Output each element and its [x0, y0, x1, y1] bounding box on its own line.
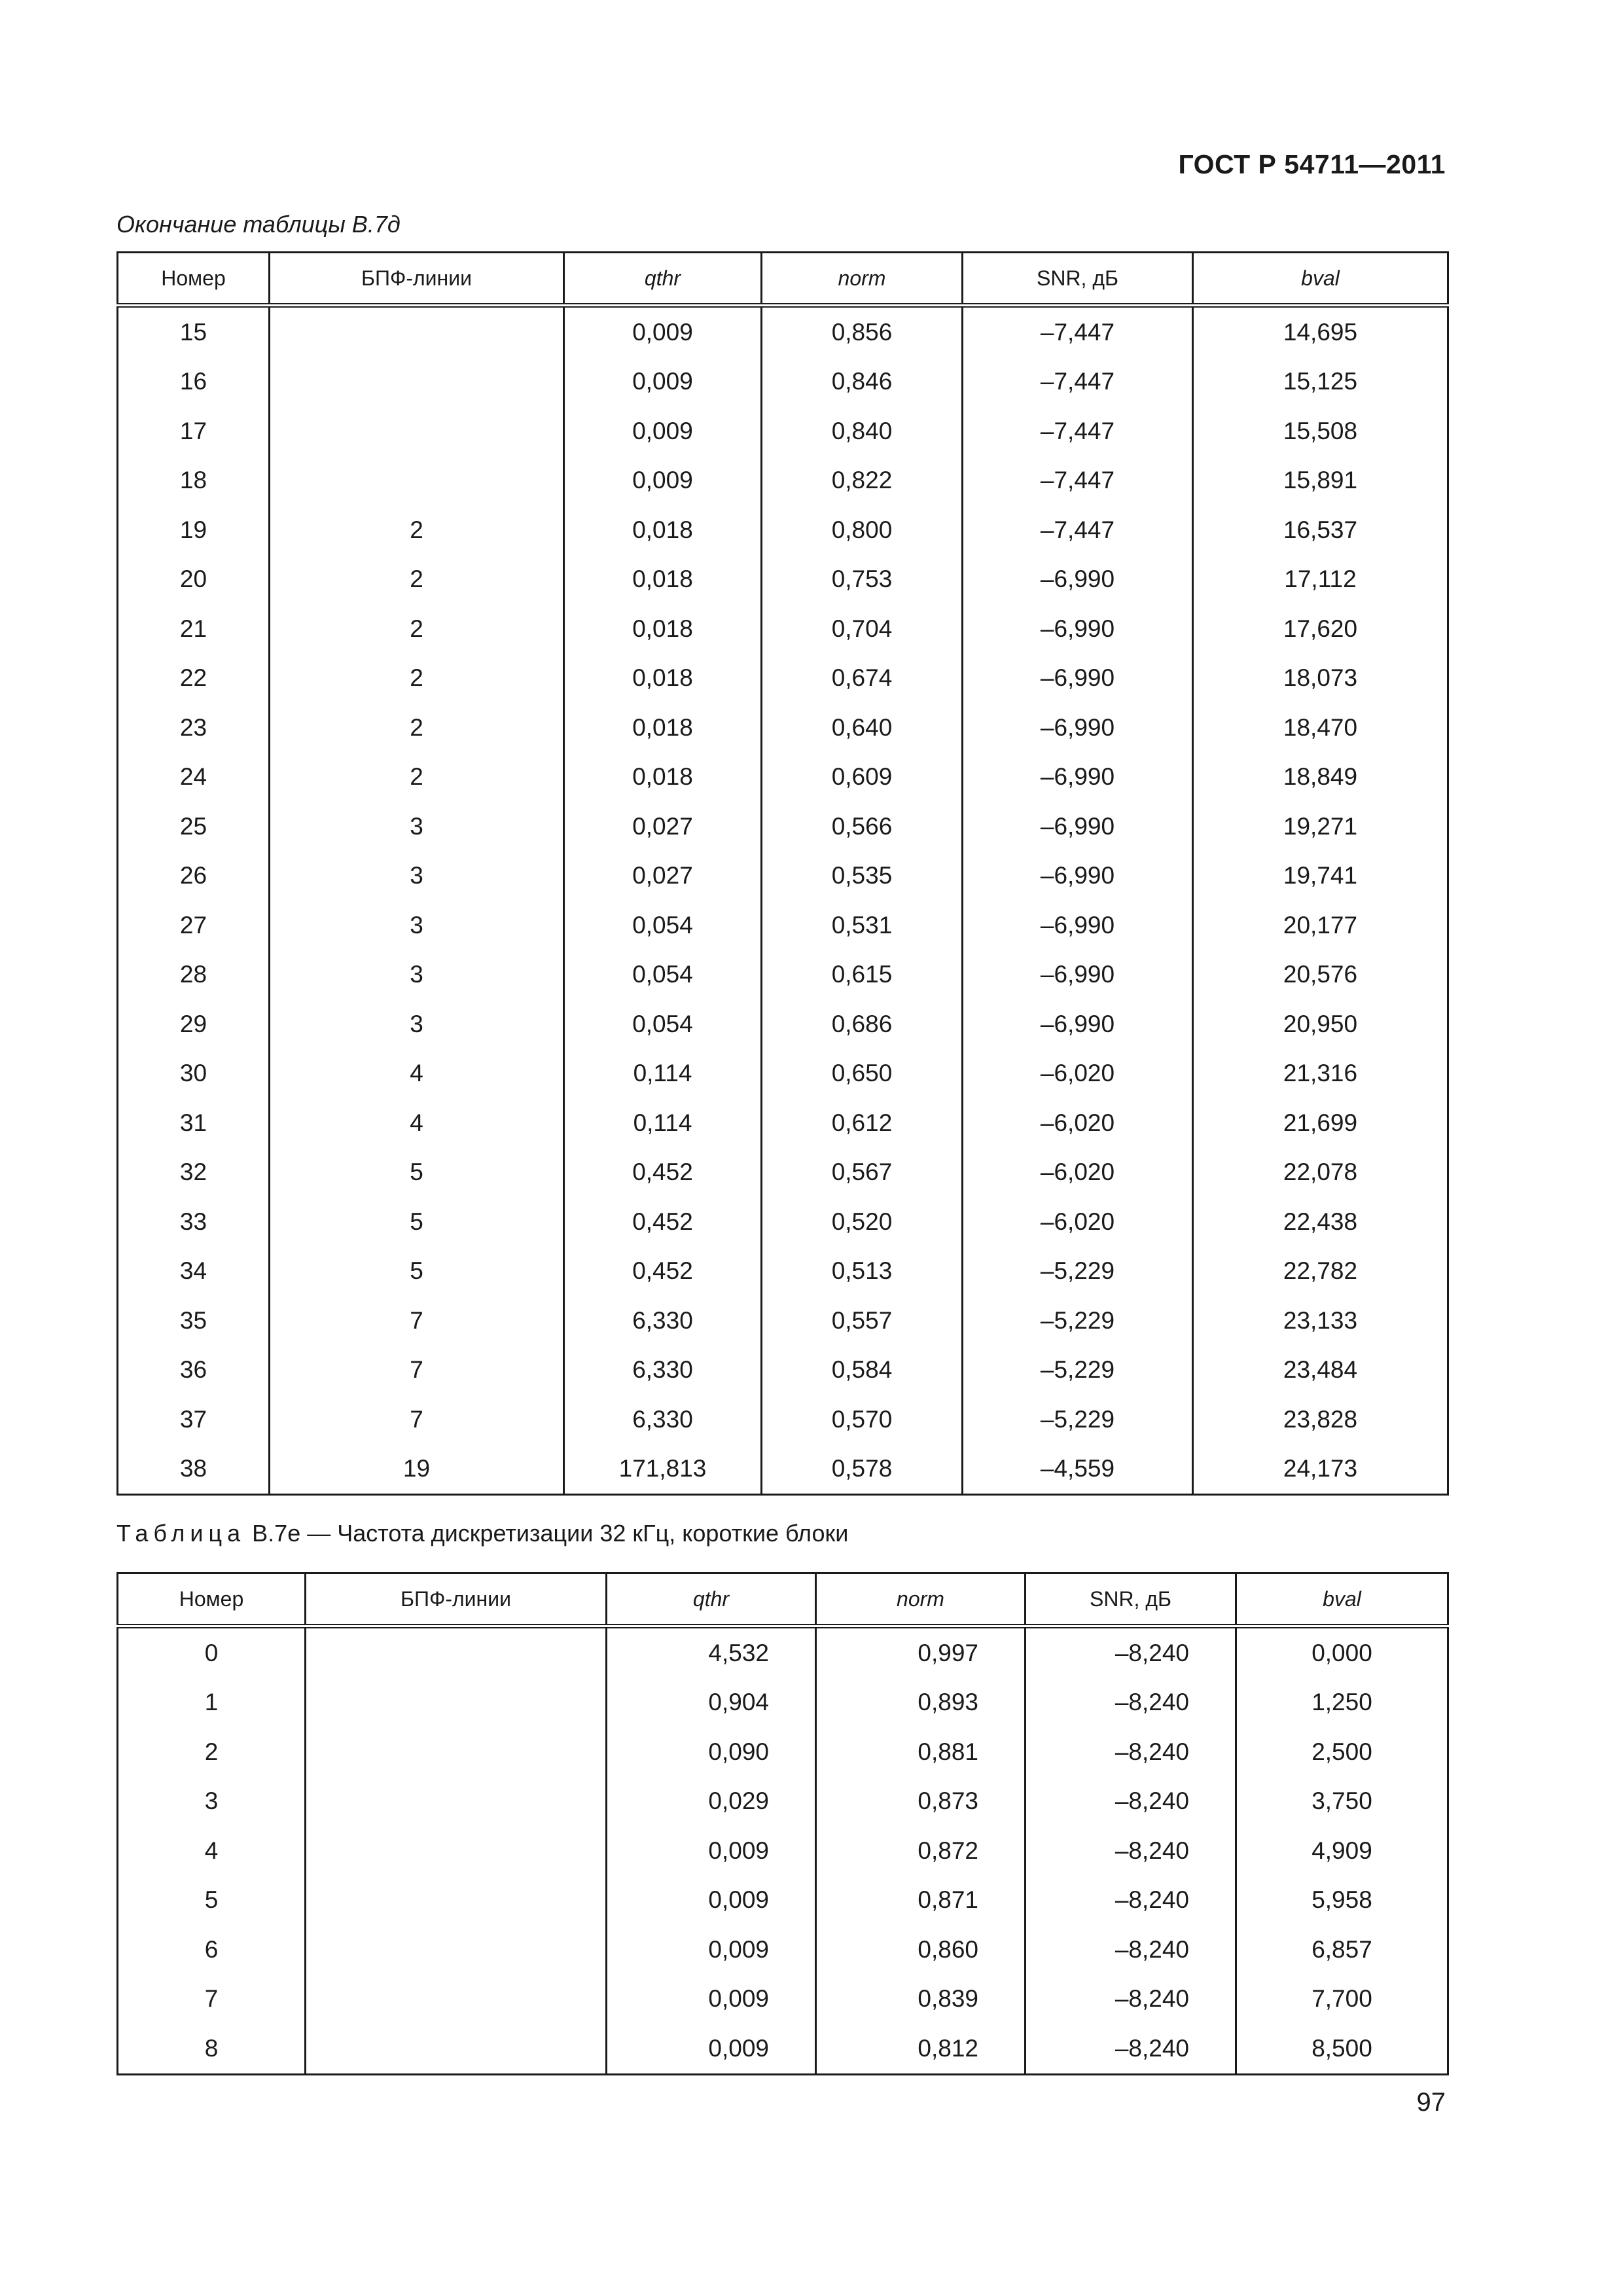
table-row — [118, 1975, 1448, 2024]
cell-snr: –5,229 — [963, 1296, 1193, 1346]
cell-snr: –8,240 — [1026, 1876, 1236, 1926]
cell-bval: 22,078 — [1193, 1148, 1448, 1198]
cell-fft-lines: 19 — [270, 1444, 564, 1495]
cell-qthr: 0,009 — [564, 357, 762, 407]
cell-qthr: 0,018 — [564, 703, 762, 753]
cell-fft-lines — [306, 1975, 607, 2024]
table-row — [118, 999, 1448, 1049]
cell-norm: 0,513 — [762, 1247, 963, 1297]
cell-bval: 8,500 — [1236, 2024, 1448, 2074]
cell-bval: 1,250 — [1236, 1678, 1448, 1728]
cell-number: 38 — [118, 1444, 270, 1495]
table-row — [118, 703, 1448, 753]
table-b7e-caption-text: В.7е — Частота дискретизации 32 кГц, короткие блоки — [252, 1520, 849, 1547]
cell-snr: –8,240 — [1026, 1727, 1236, 1777]
cell-number: 33 — [118, 1197, 270, 1247]
cell-number: 23 — [118, 703, 270, 753]
cell-fft-lines — [306, 1925, 607, 1975]
cell-qthr: 171,813 — [564, 1444, 762, 1495]
cell-norm: 0,839 — [816, 1975, 1026, 2024]
cell-snr: –6,990 — [963, 950, 1193, 1000]
cell-qthr: 0,054 — [564, 999, 762, 1049]
cell-bval: 23,484 — [1193, 1346, 1448, 1395]
cell-number: 8 — [118, 2024, 306, 2074]
cell-norm: 0,856 — [762, 306, 963, 357]
cell-qthr: 0,009 — [607, 1975, 816, 2024]
table-b7d — [116, 251, 1449, 1496]
table-row — [118, 357, 1448, 407]
cell-number: 6 — [118, 1925, 306, 1975]
cell-qthr: 0,054 — [564, 950, 762, 1000]
table-row — [118, 802, 1448, 852]
cell-norm: 0,567 — [762, 1148, 963, 1198]
table-row — [118, 505, 1448, 555]
col-header-number: Номер — [118, 1573, 306, 1626]
cell-bval: 19,271 — [1193, 802, 1448, 852]
cell-fft-lines — [306, 1876, 607, 1926]
cell-bval: 2,500 — [1236, 1727, 1448, 1777]
cell-fft-lines: 4 — [270, 1049, 564, 1099]
cell-snr: –8,240 — [1026, 2024, 1236, 2074]
cell-snr: –5,229 — [963, 1346, 1193, 1395]
cell-norm: 0,881 — [816, 1727, 1026, 1777]
cell-bval: 14,695 — [1193, 306, 1448, 357]
cell-snr: –5,229 — [963, 1395, 1193, 1444]
cell-fft-lines — [270, 357, 564, 407]
cell-snr: –6,990 — [963, 604, 1193, 654]
cell-bval: 22,782 — [1193, 1247, 1448, 1297]
cell-fft-lines — [306, 1626, 607, 1678]
table-row — [118, 306, 1448, 357]
cell-number: 25 — [118, 802, 270, 852]
cell-number: 30 — [118, 1049, 270, 1099]
cell-snr: –6,990 — [963, 703, 1193, 753]
cell-snr: –6,990 — [963, 802, 1193, 852]
cell-bval: 0,000 — [1236, 1626, 1448, 1678]
cell-snr: –6,020 — [963, 1197, 1193, 1247]
cell-fft-lines — [270, 306, 564, 357]
cell-snr: –5,229 — [963, 1247, 1193, 1297]
cell-fft-lines: 2 — [270, 604, 564, 654]
table-row — [118, 1148, 1448, 1198]
table-row — [118, 1098, 1448, 1148]
table-row — [118, 1826, 1448, 1876]
cell-norm: 0,609 — [762, 753, 963, 802]
cell-norm: 0,566 — [762, 802, 963, 852]
table-b7e — [116, 1572, 1449, 2075]
cell-snr: –8,240 — [1026, 1975, 1236, 2024]
col-header-snr: SNR, дБ — [963, 253, 1193, 306]
cell-number: 34 — [118, 1247, 270, 1297]
table-b7d-body — [118, 306, 1448, 1495]
page-number: 97 — [1416, 2088, 1446, 2117]
cell-fft-lines: 5 — [270, 1197, 564, 1247]
cell-norm: 0,686 — [762, 999, 963, 1049]
cell-norm: 0,578 — [762, 1444, 963, 1495]
cell-qthr: 0,018 — [564, 505, 762, 555]
cell-qthr: 6,330 — [564, 1346, 762, 1395]
col-header-qthr: qthr — [607, 1573, 816, 1626]
document-code: ГОСТ Р 54711—2011 — [1178, 149, 1446, 179]
cell-bval: 15,125 — [1193, 357, 1448, 407]
table-header-row — [118, 253, 1448, 306]
cell-snr: –6,990 — [963, 555, 1193, 605]
cell-snr: –8,240 — [1026, 1925, 1236, 1975]
cell-bval: 21,699 — [1193, 1098, 1448, 1148]
cell-bval: 18,073 — [1193, 654, 1448, 704]
cell-qthr: 0,452 — [564, 1148, 762, 1198]
cell-qthr: 0,018 — [564, 604, 762, 654]
cell-fft-lines: 5 — [270, 1247, 564, 1297]
cell-number: 7 — [118, 1975, 306, 2024]
table-row — [118, 1395, 1448, 1444]
cell-bval: 5,958 — [1236, 1876, 1448, 1926]
cell-qthr: 0,009 — [607, 1826, 816, 1876]
cell-norm: 0,704 — [762, 604, 963, 654]
cell-number: 1 — [118, 1678, 306, 1728]
cell-number: 35 — [118, 1296, 270, 1346]
cell-snr: –7,447 — [963, 505, 1193, 555]
cell-number: 26 — [118, 852, 270, 901]
cell-bval: 19,741 — [1193, 852, 1448, 901]
table-row — [118, 1346, 1448, 1395]
cell-fft-lines — [306, 2024, 607, 2074]
cell-norm: 0,800 — [762, 505, 963, 555]
cell-norm: 0,640 — [762, 703, 963, 753]
cell-number: 16 — [118, 357, 270, 407]
cell-qthr: 0,018 — [564, 753, 762, 802]
cell-qthr: 0,009 — [564, 456, 762, 506]
table-row — [118, 2024, 1448, 2074]
cell-fft-lines: 3 — [270, 802, 564, 852]
col-header-fft-lines: БПФ-линии — [306, 1573, 607, 1626]
table-row — [118, 456, 1448, 506]
table-row — [118, 1876, 1448, 1926]
cell-number: 36 — [118, 1346, 270, 1395]
cell-number: 2 — [118, 1727, 306, 1777]
cell-number: 4 — [118, 1826, 306, 1876]
cell-norm: 0,650 — [762, 1049, 963, 1099]
col-header-snr: SNR, дБ — [1026, 1573, 1236, 1626]
cell-number: 32 — [118, 1148, 270, 1198]
cell-snr: –6,020 — [963, 1148, 1193, 1198]
cell-norm: 0,871 — [816, 1876, 1026, 1926]
cell-snr: –6,020 — [963, 1049, 1193, 1099]
cell-norm: 0,535 — [762, 852, 963, 901]
cell-qthr: 0,009 — [564, 406, 762, 456]
cell-snr: –6,020 — [963, 1098, 1193, 1148]
table-b7e-caption-label: Таблица — [116, 1520, 246, 1547]
col-header-number: Номер — [118, 253, 270, 306]
table-header-row — [118, 1573, 1448, 1626]
cell-number: 37 — [118, 1395, 270, 1444]
cell-bval: 15,891 — [1193, 456, 1448, 506]
cell-fft-lines: 2 — [270, 555, 564, 605]
cell-qthr: 0,114 — [564, 1098, 762, 1148]
table-row — [118, 1444, 1448, 1495]
cell-norm: 0,872 — [816, 1826, 1026, 1876]
cell-bval: 22,438 — [1193, 1197, 1448, 1247]
cell-norm: 0,520 — [762, 1197, 963, 1247]
cell-snr: –8,240 — [1026, 1626, 1236, 1678]
cell-fft-lines: 3 — [270, 999, 564, 1049]
cell-qthr: 6,330 — [564, 1296, 762, 1346]
cell-snr: –6,990 — [963, 654, 1193, 704]
table-row — [118, 406, 1448, 456]
cell-bval: 16,537 — [1193, 505, 1448, 555]
cell-norm: 0,893 — [816, 1678, 1026, 1728]
col-header-qthr: qthr — [564, 253, 762, 306]
cell-bval: 17,112 — [1193, 555, 1448, 605]
cell-snr: –7,447 — [963, 406, 1193, 456]
cell-snr: –6,990 — [963, 753, 1193, 802]
cell-fft-lines — [306, 1678, 607, 1728]
cell-fft-lines: 5 — [270, 1148, 564, 1198]
cell-norm: 0,812 — [816, 2024, 1026, 2074]
cell-snr: –6,990 — [963, 852, 1193, 901]
cell-number: 3 — [118, 1777, 306, 1827]
cell-number: 15 — [118, 306, 270, 357]
cell-qthr: 0,904 — [607, 1678, 816, 1728]
cell-fft-lines: 3 — [270, 950, 564, 1000]
cell-fft-lines: 4 — [270, 1098, 564, 1148]
table-row — [118, 1247, 1448, 1297]
cell-norm: 0,531 — [762, 901, 963, 950]
cell-norm: 0,557 — [762, 1296, 963, 1346]
table-row — [118, 604, 1448, 654]
cell-snr: –8,240 — [1026, 1826, 1236, 1876]
cell-snr: –6,990 — [963, 999, 1193, 1049]
cell-snr: –6,990 — [963, 901, 1193, 950]
cell-qthr: 0,009 — [607, 1876, 816, 1926]
cell-qthr: 0,018 — [564, 555, 762, 605]
cell-bval: 7,700 — [1236, 1975, 1448, 2024]
cell-norm: 0,873 — [816, 1777, 1026, 1827]
col-header-bval: bval — [1236, 1573, 1448, 1626]
cell-bval: 4,909 — [1236, 1826, 1448, 1876]
table-row — [118, 654, 1448, 704]
col-header-bval: bval — [1193, 253, 1448, 306]
cell-bval: 23,133 — [1193, 1296, 1448, 1346]
cell-bval: 23,828 — [1193, 1395, 1448, 1444]
cell-fft-lines — [306, 1826, 607, 1876]
cell-bval: 21,316 — [1193, 1049, 1448, 1099]
cell-qthr: 6,330 — [564, 1395, 762, 1444]
cell-fft-lines: 2 — [270, 654, 564, 704]
cell-norm: 0,997 — [816, 1626, 1026, 1678]
table-row — [118, 901, 1448, 950]
table-row — [118, 1678, 1448, 1728]
cell-number: 17 — [118, 406, 270, 456]
cell-norm: 0,570 — [762, 1395, 963, 1444]
cell-fft-lines — [270, 456, 564, 506]
cell-number: 18 — [118, 456, 270, 506]
cell-fft-lines — [306, 1727, 607, 1777]
cell-bval: 17,620 — [1193, 604, 1448, 654]
cell-fft-lines: 2 — [270, 703, 564, 753]
table-row — [118, 950, 1448, 1000]
col-header-norm: norm — [816, 1573, 1026, 1626]
cell-norm: 0,753 — [762, 555, 963, 605]
col-header-norm: norm — [762, 253, 963, 306]
cell-bval: 20,177 — [1193, 901, 1448, 950]
cell-bval: 15,508 — [1193, 406, 1448, 456]
table-row — [118, 1925, 1448, 1975]
cell-fft-lines: 2 — [270, 753, 564, 802]
table-b7e-caption — [116, 1520, 848, 1547]
cell-norm: 0,840 — [762, 406, 963, 456]
cell-norm: 0,584 — [762, 1346, 963, 1395]
cell-number: 28 — [118, 950, 270, 1000]
cell-bval: 18,470 — [1193, 703, 1448, 753]
cell-bval: 18,849 — [1193, 753, 1448, 802]
cell-number: 27 — [118, 901, 270, 950]
cell-qthr: 4,532 — [607, 1626, 816, 1678]
cell-norm: 0,846 — [762, 357, 963, 407]
cell-snr: –7,447 — [963, 357, 1193, 407]
cell-fft-lines — [306, 1777, 607, 1827]
cell-snr: –8,240 — [1026, 1678, 1236, 1728]
cell-bval: 20,950 — [1193, 999, 1448, 1049]
cell-number: 0 — [118, 1626, 306, 1678]
cell-number: 5 — [118, 1876, 306, 1926]
table-row — [118, 1626, 1448, 1678]
cell-number: 24 — [118, 753, 270, 802]
cell-snr: –7,447 — [963, 306, 1193, 357]
table-row — [118, 1049, 1448, 1099]
cell-number: 31 — [118, 1098, 270, 1148]
cell-number: 21 — [118, 604, 270, 654]
cell-qthr: 0,452 — [564, 1197, 762, 1247]
cell-qthr: 0,027 — [564, 852, 762, 901]
table-row — [118, 1296, 1448, 1346]
cell-qthr: 0,009 — [564, 306, 762, 357]
cell-norm: 0,674 — [762, 654, 963, 704]
cell-number: 20 — [118, 555, 270, 605]
table-row — [118, 555, 1448, 605]
table-b7e-body — [118, 1626, 1448, 2075]
cell-snr: –7,447 — [963, 456, 1193, 506]
cell-fft-lines: 7 — [270, 1395, 564, 1444]
cell-snr: –8,240 — [1026, 1777, 1236, 1827]
cell-norm: 0,612 — [762, 1098, 963, 1148]
cell-qthr: 0,009 — [607, 1925, 816, 1975]
cell-fft-lines: 2 — [270, 505, 564, 555]
cell-fft-lines — [270, 406, 564, 456]
cell-qthr: 0,090 — [607, 1727, 816, 1777]
table-b7d-caption: Окончание таблицы В.7д — [116, 211, 401, 238]
cell-fft-lines: 7 — [270, 1346, 564, 1395]
table-row — [118, 753, 1448, 802]
cell-number: 29 — [118, 999, 270, 1049]
cell-norm: 0,822 — [762, 456, 963, 506]
cell-bval: 6,857 — [1236, 1925, 1448, 1975]
col-header-fft-lines: БПФ-линии — [270, 253, 564, 306]
cell-number: 19 — [118, 505, 270, 555]
cell-qthr: 0,452 — [564, 1247, 762, 1297]
cell-bval: 20,576 — [1193, 950, 1448, 1000]
cell-fft-lines: 3 — [270, 901, 564, 950]
cell-norm: 0,615 — [762, 950, 963, 1000]
table-row — [118, 852, 1448, 901]
cell-qthr: 0,114 — [564, 1049, 762, 1099]
table-row — [118, 1777, 1448, 1827]
cell-qthr: 0,018 — [564, 654, 762, 704]
cell-bval: 3,750 — [1236, 1777, 1448, 1827]
cell-number: 22 — [118, 654, 270, 704]
cell-qthr: 0,027 — [564, 802, 762, 852]
table-row — [118, 1197, 1448, 1247]
cell-norm: 0,860 — [816, 1925, 1026, 1975]
cell-fft-lines: 3 — [270, 852, 564, 901]
cell-snr: –4,559 — [963, 1444, 1193, 1495]
cell-fft-lines: 7 — [270, 1296, 564, 1346]
table-row — [118, 1727, 1448, 1777]
cell-qthr: 0,029 — [607, 1777, 816, 1827]
cell-qthr: 0,054 — [564, 901, 762, 950]
cell-qthr: 0,009 — [607, 2024, 816, 2074]
cell-bval: 24,173 — [1193, 1444, 1448, 1495]
